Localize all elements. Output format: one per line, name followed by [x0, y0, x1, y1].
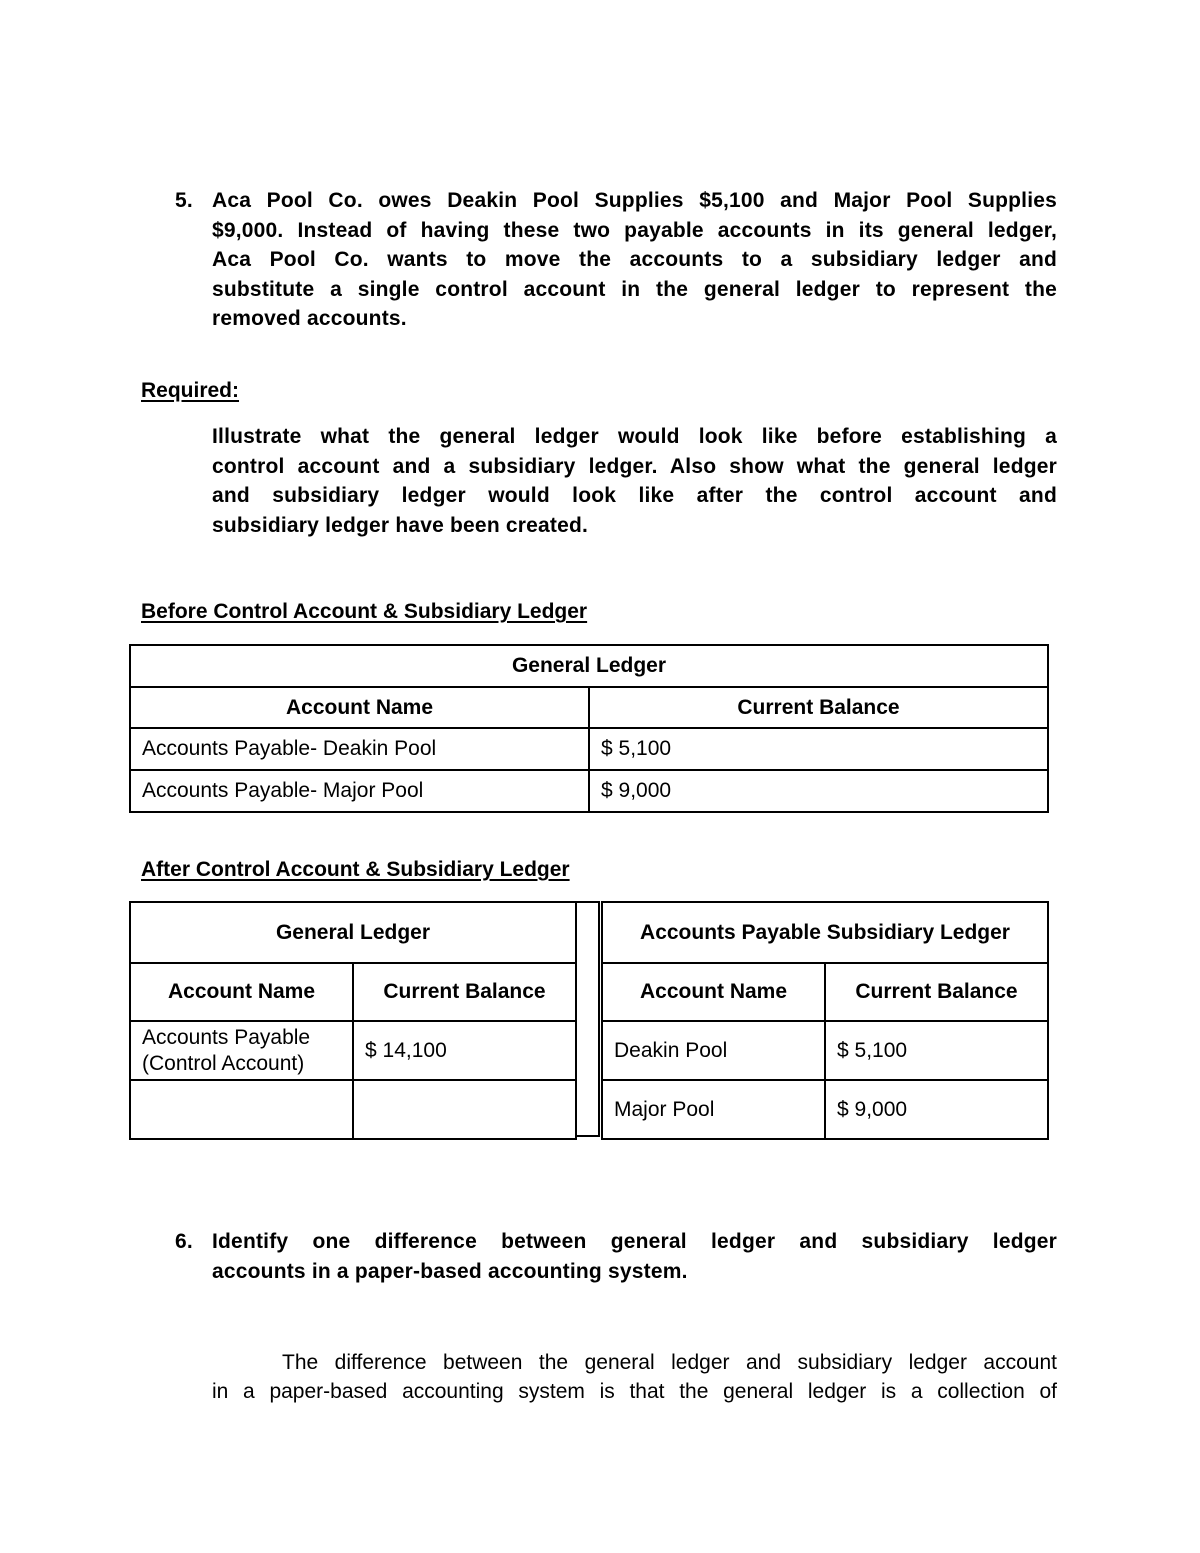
question-6-line: Identify one difference between general ledger and subsidiary ledger — [212, 1230, 1057, 1253]
answer-line: The difference between the general ledger and subsidiary ledger account — [282, 1351, 1057, 1374]
required-text — [212, 422, 1057, 540]
answer-line: in a paper-based accounting system is that the general ledger is a collection of — [212, 1380, 1057, 1403]
balance-cell: $ 9,000 — [825, 1080, 1048, 1139]
question-5-line: Aca Pool Co. owes Deakin Pool Supplies $5,100 and Major Pool Supplies — [212, 189, 1057, 212]
account-cell: Deakin Pool — [602, 1021, 825, 1080]
question-6-number: 6. — [175, 1230, 193, 1253]
table-row — [130, 1021, 576, 1080]
required-line: control account and a subsidiary ledger. Also show what the general ledger — [212, 454, 1057, 478]
question-5-line: removed accounts. — [212, 307, 407, 330]
question-5-text — [212, 186, 1057, 334]
required-label: Required: — [141, 379, 240, 402]
question-6-text — [212, 1227, 1057, 1286]
table-row — [130, 728, 1048, 770]
account-cell: Accounts Payable- Deakin Pool — [130, 728, 589, 770]
table-divider — [575, 901, 600, 1137]
question-5-line: $9,000. Instead of having these two payable accounts in its general ledger, — [212, 218, 1057, 242]
question-5-line: Aca Pool Co. wants to move the accounts to a subsidiary ledger and — [212, 248, 1057, 271]
balance-cell: $ 5,100 — [589, 728, 1048, 770]
column-header-account: Account Name — [130, 963, 353, 1021]
question-5-line: substitute a single control account in the general ledger to represent the — [212, 277, 1057, 301]
column-header-account: Account Name — [130, 687, 589, 728]
table-row — [602, 1080, 1048, 1139]
account-cell — [130, 1080, 353, 1139]
table-title: General Ledger — [130, 645, 1048, 687]
before-heading: Before Control Account & Subsidiary Ledger — [141, 600, 588, 623]
account-cell: Major Pool — [602, 1080, 825, 1139]
answer-text — [212, 1348, 1057, 1406]
after-general-ledger-table — [129, 901, 577, 1140]
table-title: General Ledger — [130, 902, 576, 963]
table-row — [602, 1021, 1048, 1080]
account-cell — [130, 1021, 353, 1080]
column-header-balance: Current Balance — [825, 963, 1048, 1021]
required-line: and subsidiary ledger would look like after the control account and — [212, 484, 1057, 507]
account-line: Accounts Payable — [142, 1025, 311, 1049]
balance-cell — [353, 1080, 576, 1139]
balance-cell: $ 5,100 — [825, 1021, 1048, 1080]
column-header-balance: Current Balance — [589, 687, 1048, 728]
question-6-line: accounts in a paper-based accounting system. — [212, 1259, 688, 1283]
account-line: (Control Account) — [142, 1051, 305, 1075]
question-5-number: 5. — [175, 189, 193, 212]
table-row — [130, 770, 1048, 812]
table-title: Accounts Payable Subsidiary Ledger — [602, 902, 1048, 963]
balance-cell: $ 9,000 — [589, 770, 1048, 812]
subsidiary-ledger-table — [601, 901, 1049, 1140]
account-cell: Accounts Payable- Major Pool — [130, 770, 589, 812]
column-header-account: Account Name — [602, 963, 825, 1021]
required-line: Illustrate what the general ledger would look like before establishing a — [212, 425, 1057, 448]
balance-cell: $ 14,100 — [353, 1021, 576, 1080]
required-line: subsidiary ledger have been created. — [212, 513, 589, 537]
column-header-balance: Current Balance — [353, 963, 576, 1021]
table-row-empty — [130, 1080, 576, 1139]
before-general-ledger-table — [129, 644, 1049, 813]
after-heading: After Control Account & Subsidiary Ledger — [141, 858, 570, 881]
